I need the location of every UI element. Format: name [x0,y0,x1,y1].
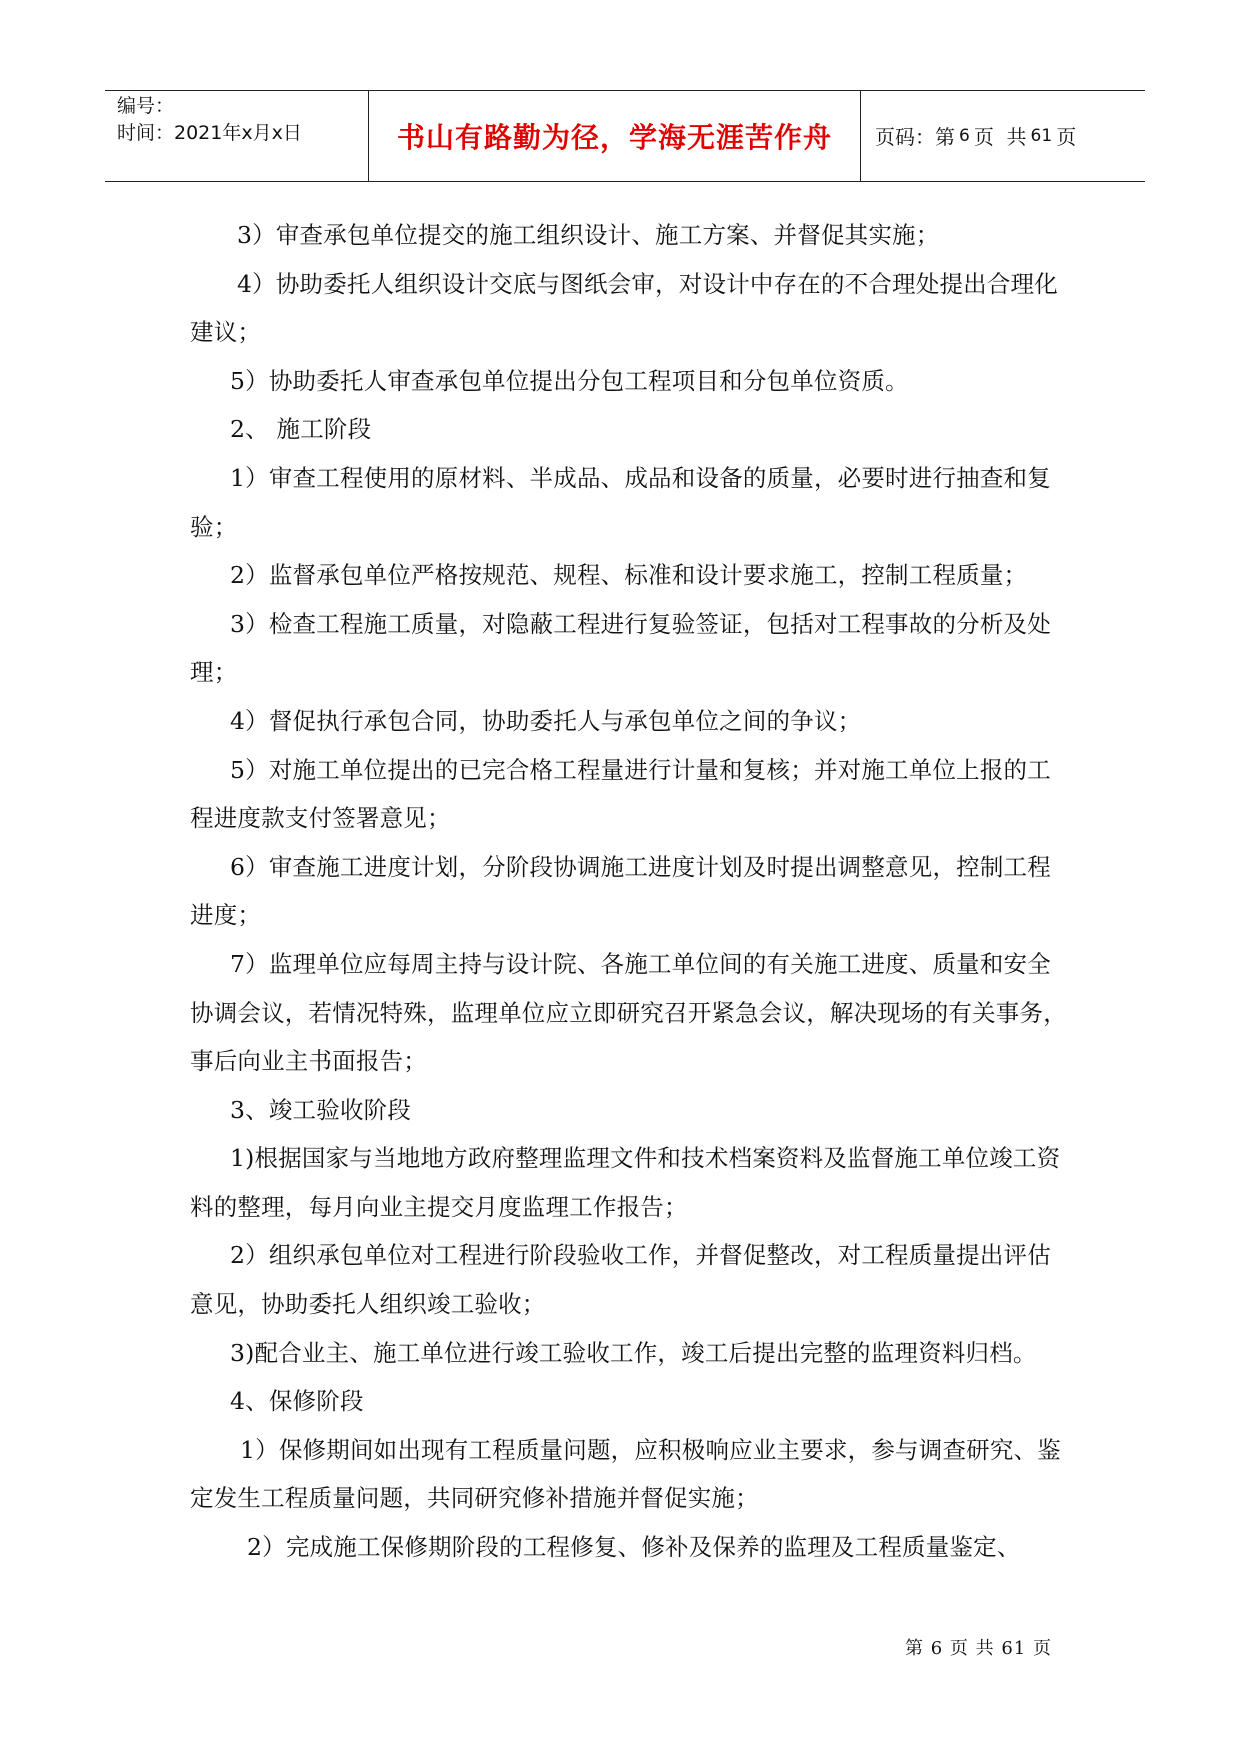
page-mid: 页 共 [973,125,1027,149]
paragraph: 6）审查施工进度计划，分阶段协调施工进度计划及时提出调整意见，控制工程进度； [190,852,1051,930]
section-heading: 3、竣工验收阶段 [230,1095,412,1124]
paragraph: 3)配合业主、施工单位进行竣工验收工作，竣工后提出完整的监理资料归档。 [230,1338,1037,1367]
paragraph: 4）协助委托人组织设计交底与图纸会审，对设计中存在的不合理处提出合理化建议； [190,269,1058,347]
section-heading: 2、 施工阶段 [230,415,372,444]
page-suffix: 页 [1056,125,1077,149]
document-body [190,211,1070,1572]
paragraph: 2）监督承包单位严格按规范、规程、标准和设计要求施工，控制工程质量； [230,561,1028,590]
page-current: 6 [959,125,970,146]
paragraph: 1)根据国家与当地地方政府整理监理文件和技术档案资料及监督施工单位竣工资料的整理，每月向业主提交月度监理工作报告； [190,1144,1061,1221]
header-motto: 书山有路勤为径，学海无涯苦作舟 [396,120,832,154]
paragraph: 7）监理单位应每周主持与设计院、各施工单位间的有关施工进度、质量和安全协调会议，若情况特殊，监理单位应立即研究召开紧急会议，解决现场的有关事务，事后向业主书面报告； [190,949,1067,1076]
section-heading: 4、保修阶段 [230,1387,364,1416]
page-total: 61 [1030,125,1053,146]
header-time-label: 时间：2021年x月x日 [117,122,302,144]
header-number-label: 编号： [117,95,175,117]
paragraph: 2）组织承包单位对工程进行阶段验收工作，并督促整改，对工程质量提出评估意见，协助委托人组织竣工验收； [190,1241,1051,1319]
page-prefix: 页码：第 [875,125,955,149]
paragraph: 1）审查工程使用的原材料、半成品、成品和设备的质量，必要时进行抽查和复验； [190,463,1051,541]
header-left-block [117,93,302,147]
paragraph: 1）保修期间如出现有工程质量问题，应积极响应业主要求，参与调查研究、鉴定发生工程质量问题，共同研究修补措施并督促实施； [190,1435,1061,1513]
page-footer: 第 6 页 共 61 页 [905,1638,1052,1659]
page-header [105,90,1145,182]
paragraph: 5）对施工单位提出的已完合格工程量进行计量和复核；并对施工单位上报的工程进度款支付签署意见； [190,755,1051,833]
paragraph: 5）协助委托人审查承包单位提出分包工程项目和分包单位资质。 [230,366,909,395]
header-divider [860,91,861,181]
paragraph: 4）督促执行承包合同，协助委托人与承包单位之间的争议； [230,706,862,735]
header-page-info [875,91,1076,180]
paragraph: 3）审查承包单位提交的施工组织设计、施工方案、并督促其实施； [237,221,940,249]
paragraph: 2）完成施工保修期阶段的工程修复、修补及保养的监理及工程质量鉴定、 [247,1533,1021,1562]
paragraph: 3）检查工程施工质量，对隐蔽工程进行复验签证，包括对工程事故的分析及处理； [190,609,1051,687]
